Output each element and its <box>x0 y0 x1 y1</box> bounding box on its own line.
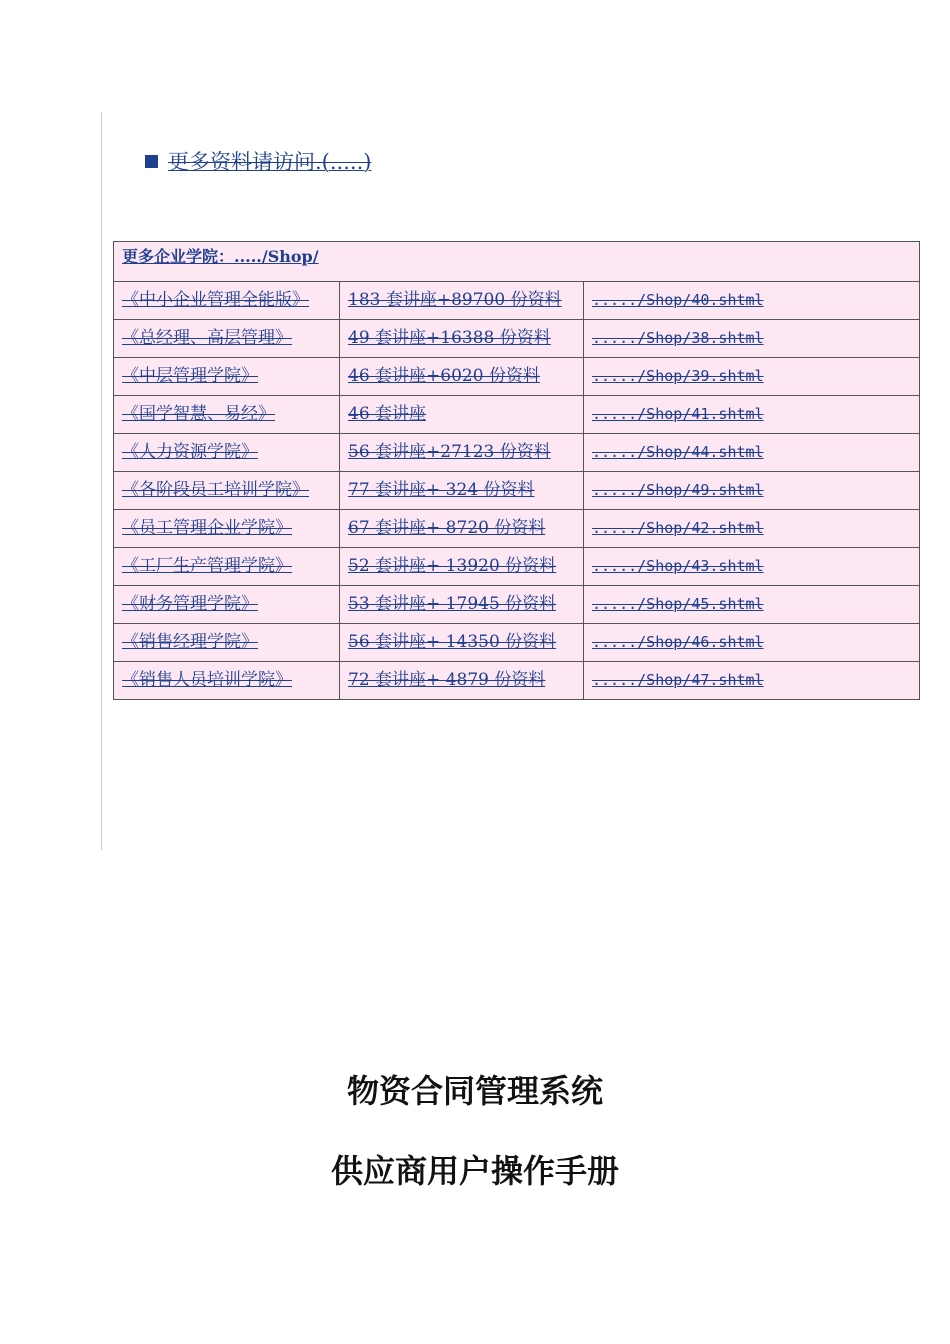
table-cell <box>114 662 340 700</box>
table-row <box>114 434 920 472</box>
table-row <box>114 358 920 396</box>
visit-more-line <box>145 146 371 176</box>
table-cell <box>340 510 584 548</box>
academy-url-link[interactable]: ...../Shop/39.shtml <box>592 367 764 385</box>
table-cell <box>114 358 340 396</box>
academy-url-link[interactable]: ...../Shop/45.shtml <box>592 595 764 613</box>
table-cell <box>584 586 920 624</box>
academy-name-link[interactable]: 《各阶段员工培训学院》 <box>122 480 309 500</box>
table-cell <box>340 548 584 586</box>
academy-url-link[interactable]: ...../Shop/42.shtml <box>592 519 764 537</box>
table-cell <box>340 586 584 624</box>
table-row <box>114 320 920 358</box>
academy-count-link[interactable]: 46 套讲座+6020 份资料 <box>348 366 540 386</box>
table-cell <box>340 624 584 662</box>
academy-name-link[interactable]: 《销售经理学院》 <box>122 632 258 652</box>
table-cell <box>340 472 584 510</box>
academy-count-link[interactable]: 183 套讲座+89700 份资料 <box>348 290 562 310</box>
academy-count-link[interactable]: 46 套讲座 <box>348 404 427 424</box>
table-cell <box>114 586 340 624</box>
academy-name-link[interactable]: 《中小企业管理全能版》 <box>122 290 309 310</box>
academy-count-link[interactable]: 56 套讲座+ 14350 份资料 <box>348 632 557 652</box>
academy-url-link[interactable]: ...../Shop/49.shtml <box>592 481 764 499</box>
academy-count-link[interactable]: 52 套讲座+ 13920 份资料 <box>348 556 557 576</box>
table-row <box>114 586 920 624</box>
table-row <box>114 396 920 434</box>
academy-name-link[interactable]: 《国学智慧、易经》 <box>122 404 275 424</box>
table-cell <box>584 624 920 662</box>
table-cell <box>114 510 340 548</box>
more-academies-link[interactable]: 更多企业学院：...../Shop/ <box>122 247 319 266</box>
table-row <box>114 282 920 320</box>
table-row <box>114 472 920 510</box>
academy-name-link[interactable]: 《总经理、高层管理》 <box>122 328 292 348</box>
academy-name-link[interactable]: 《财务管理学院》 <box>122 594 258 614</box>
academy-name-link[interactable]: 《中层管理学院》 <box>122 366 258 386</box>
table-cell <box>340 358 584 396</box>
academy-table <box>113 241 920 700</box>
table-row <box>114 662 920 700</box>
table-cell <box>114 320 340 358</box>
table-header-cell <box>114 242 920 282</box>
academy-name-link[interactable]: 《销售人员培训学院》 <box>122 670 292 690</box>
academy-count-link[interactable]: 77 套讲座+ 324 份资料 <box>348 480 535 500</box>
table-cell <box>340 662 584 700</box>
table-header-row <box>114 242 920 282</box>
table-cell <box>584 434 920 472</box>
visit-more-link[interactable]: 更多资料请访问.(.....) <box>168 150 372 174</box>
table-cell <box>114 282 340 320</box>
academy-url-link[interactable]: ...../Shop/38.shtml <box>592 329 764 347</box>
table-row <box>114 548 920 586</box>
table-cell <box>584 396 920 434</box>
document-title: 物资合同管理系统 <box>346 1072 603 1110</box>
table-cell <box>340 396 584 434</box>
table-cell <box>114 548 340 586</box>
academy-name-link[interactable]: 《员工管理企业学院》 <box>122 518 292 538</box>
table-cell <box>114 624 340 662</box>
academy-url-link[interactable]: ...../Shop/44.shtml <box>592 443 764 461</box>
table-cell <box>114 396 340 434</box>
table-cell <box>584 282 920 320</box>
academy-count-link[interactable]: 49 套讲座+16388 份资料 <box>348 328 551 348</box>
academy-count-link[interactable]: 56 套讲座+27123 份资料 <box>348 442 551 462</box>
table-cell <box>114 434 340 472</box>
academy-count-link[interactable]: 53 套讲座+ 17945 份资料 <box>348 594 557 614</box>
table-cell <box>114 472 340 510</box>
academy-url-link[interactable]: ...../Shop/47.shtml <box>592 671 764 689</box>
page-margin-line <box>101 112 102 850</box>
table-cell <box>340 282 584 320</box>
document-subtitle: 供应商用户操作手册 <box>330 1152 619 1190</box>
academy-url-link[interactable]: ...../Shop/40.shtml <box>592 291 764 309</box>
square-bullet-icon <box>145 155 158 168</box>
table-cell <box>584 358 920 396</box>
table-cell <box>584 548 920 586</box>
table-row <box>114 624 920 662</box>
academy-url-link[interactable]: ...../Shop/41.shtml <box>592 405 764 423</box>
table-cell <box>340 320 584 358</box>
academy-url-link[interactable]: ...../Shop/43.shtml <box>592 557 764 575</box>
table-cell <box>584 320 920 358</box>
table-cell <box>340 434 584 472</box>
academy-count-link[interactable]: 72 套讲座+ 4879 份资料 <box>348 670 546 690</box>
academy-name-link[interactable]: 《人力资源学院》 <box>122 442 258 462</box>
academy-count-link[interactable]: 67 套讲座+ 8720 份资料 <box>348 518 546 538</box>
academy-name-link[interactable]: 《工厂生产管理学院》 <box>122 556 292 576</box>
table-cell <box>584 472 920 510</box>
academy-url-link[interactable]: ...../Shop/46.shtml <box>592 633 764 651</box>
table-row <box>114 510 920 548</box>
table-cell <box>584 662 920 700</box>
table-cell <box>584 510 920 548</box>
